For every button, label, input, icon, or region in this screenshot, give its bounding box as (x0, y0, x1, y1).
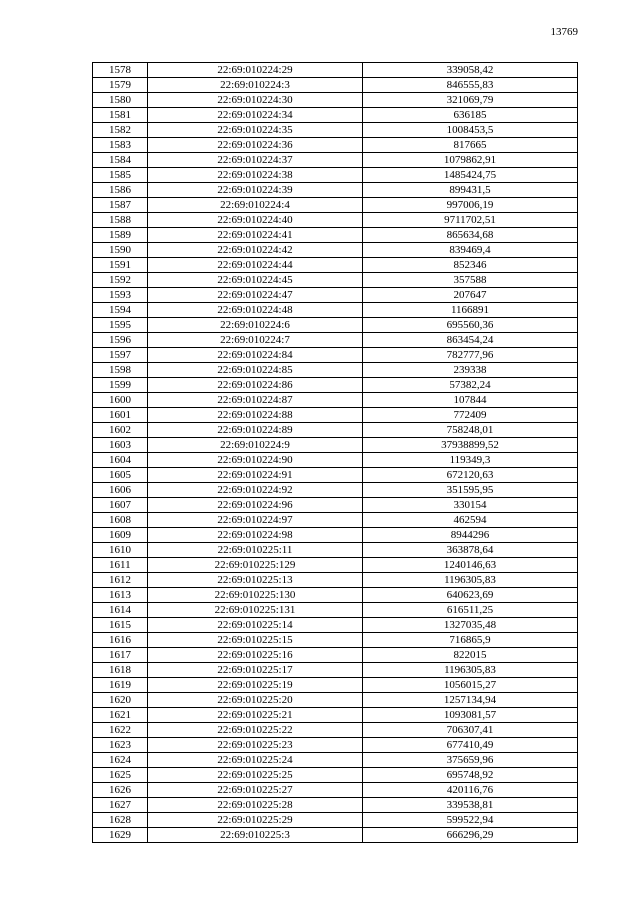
cadastral-value-cell: 758248,01 (363, 423, 578, 438)
table-row (93, 828, 578, 843)
table-row (93, 348, 578, 363)
cadastral-value-cell: 706307,41 (363, 723, 578, 738)
cadastral-value-cell: 1257134,94 (363, 693, 578, 708)
table-row (93, 528, 578, 543)
cadastral-number-cell: 22:69:010225:24 (148, 753, 363, 768)
table-row (93, 198, 578, 213)
table-row (93, 213, 578, 228)
cadastral-number-cell: 22:69:010224:39 (148, 183, 363, 198)
table-row (93, 678, 578, 693)
row-number-cell: 1594 (93, 303, 148, 318)
cadastral-value-cell: 695748,92 (363, 768, 578, 783)
cadastral-number-cell: 22:69:010224:45 (148, 273, 363, 288)
cadastral-number-cell: 22:69:010225:3 (148, 828, 363, 843)
table-row (93, 513, 578, 528)
cadastral-number-cell: 22:69:010225:11 (148, 543, 363, 558)
cadastral-number-cell: 22:69:010225:28 (148, 798, 363, 813)
cadastral-value-cell: 1327035,48 (363, 618, 578, 633)
table-row (93, 333, 578, 348)
cadastral-number-cell: 22:69:010224:89 (148, 423, 363, 438)
table-row (93, 813, 578, 828)
table-row (93, 723, 578, 738)
cadastral-value-cell: 899431,5 (363, 183, 578, 198)
cadastral-value-cell: 339538,81 (363, 798, 578, 813)
row-number-cell: 1588 (93, 213, 148, 228)
table-row (93, 408, 578, 423)
row-number-cell: 1615 (93, 618, 148, 633)
table-row (93, 183, 578, 198)
row-number-cell: 1627 (93, 798, 148, 813)
cadastral-value-cell: 107844 (363, 393, 578, 408)
cadastral-number-cell: 22:69:010225:19 (148, 678, 363, 693)
row-number-cell: 1611 (93, 558, 148, 573)
cadastral-value-cell: 1485424,75 (363, 168, 578, 183)
cadastral-value-cell: 207647 (363, 288, 578, 303)
cadastral-value-cell: 363878,64 (363, 543, 578, 558)
table-row (93, 708, 578, 723)
cadastral-value-cell: 666296,29 (363, 828, 578, 843)
cadastral-value-cell: 119349,3 (363, 453, 578, 468)
cadastral-number-cell: 22:69:010224:85 (148, 363, 363, 378)
table-row (93, 63, 578, 78)
table-row (93, 363, 578, 378)
table-row (93, 648, 578, 663)
cadastral-value-cell: 863454,24 (363, 333, 578, 348)
cadastral-value-cell: 839469,4 (363, 243, 578, 258)
row-number-cell: 1580 (93, 93, 148, 108)
cadastral-number-cell: 22:69:010224:9 (148, 438, 363, 453)
cadastral-number-cell: 22:69:010224:84 (148, 348, 363, 363)
cadastral-number-cell: 22:69:010224:29 (148, 63, 363, 78)
row-number-cell: 1593 (93, 288, 148, 303)
cadastral-value-cell: 1079862,91 (363, 153, 578, 168)
cadastral-value-cell: 1196305,83 (363, 573, 578, 588)
row-number-cell: 1624 (93, 753, 148, 768)
cadastral-value-cell: 695560,36 (363, 318, 578, 333)
cadastral-number-cell: 22:69:010224:7 (148, 333, 363, 348)
cadastral-value-cell: 640623,69 (363, 588, 578, 603)
cadastral-value-cell: 339058,42 (363, 63, 578, 78)
table-row (93, 78, 578, 93)
cadastral-number-cell: 22:69:010224:92 (148, 483, 363, 498)
cadastral-number-cell: 22:69:010224:91 (148, 468, 363, 483)
cadastral-value-cell: 1196305,83 (363, 663, 578, 678)
table-row (93, 168, 578, 183)
cadastral-number-cell: 22:69:010224:35 (148, 123, 363, 138)
row-number-cell: 1596 (93, 333, 148, 348)
row-number-cell: 1605 (93, 468, 148, 483)
row-number-cell: 1626 (93, 783, 148, 798)
row-number-cell: 1609 (93, 528, 148, 543)
row-number-cell: 1606 (93, 483, 148, 498)
cadastral-number-cell: 22:69:010224:88 (148, 408, 363, 423)
table-row (93, 303, 578, 318)
table-row (93, 423, 578, 438)
table-row (93, 93, 578, 108)
table-row (93, 783, 578, 798)
cadastral-number-cell: 22:69:010224:98 (148, 528, 363, 543)
cadastral-number-cell: 22:69:010225:23 (148, 738, 363, 753)
cadastral-number-cell: 22:69:010225:16 (148, 648, 363, 663)
table-row (93, 603, 578, 618)
row-number-cell: 1601 (93, 408, 148, 423)
row-number-cell: 1616 (93, 633, 148, 648)
cadastral-value-cell: 375659,96 (363, 753, 578, 768)
cadastral-value-cell: 852346 (363, 258, 578, 273)
table-row (93, 633, 578, 648)
table-row (93, 768, 578, 783)
row-number-cell: 1597 (93, 348, 148, 363)
table-row (93, 258, 578, 273)
row-number-cell: 1620 (93, 693, 148, 708)
row-number-cell: 1592 (93, 273, 148, 288)
cadastral-value-table (92, 62, 578, 843)
cadastral-number-cell: 22:69:010224:47 (148, 288, 363, 303)
row-number-cell: 1578 (93, 63, 148, 78)
row-number-cell: 1582 (93, 123, 148, 138)
table-row (93, 108, 578, 123)
row-number-cell: 1619 (93, 678, 148, 693)
cadastral-value-cell: 782777,96 (363, 348, 578, 363)
table-row (93, 663, 578, 678)
cadastral-number-cell: 22:69:010225:27 (148, 783, 363, 798)
row-number-cell: 1579 (93, 78, 148, 93)
cadastral-number-cell: 22:69:010224:6 (148, 318, 363, 333)
row-number-cell: 1617 (93, 648, 148, 663)
table-row (93, 573, 578, 588)
cadastral-value-cell: 321069,79 (363, 93, 578, 108)
cadastral-value-cell: 351595,95 (363, 483, 578, 498)
table-row (93, 153, 578, 168)
row-number-cell: 1602 (93, 423, 148, 438)
row-number-cell: 1585 (93, 168, 148, 183)
cadastral-value-cell: 672120,63 (363, 468, 578, 483)
row-number-cell: 1604 (93, 453, 148, 468)
cadastral-value-cell: 772409 (363, 408, 578, 423)
table-row (93, 798, 578, 813)
row-number-cell: 1623 (93, 738, 148, 753)
row-number-cell: 1610 (93, 543, 148, 558)
row-number-cell: 1612 (93, 573, 148, 588)
cadastral-number-cell: 22:69:010224:96 (148, 498, 363, 513)
table-body (93, 63, 578, 843)
cadastral-value-cell: 239338 (363, 363, 578, 378)
table-row (93, 138, 578, 153)
cadastral-number-cell: 22:69:010224:42 (148, 243, 363, 258)
cadastral-value-cell: 1166891 (363, 303, 578, 318)
cadastral-number-cell: 22:69:010224:36 (148, 138, 363, 153)
cadastral-value-cell: 1008453,5 (363, 123, 578, 138)
cadastral-value-cell: 357588 (363, 273, 578, 288)
row-number-cell: 1584 (93, 153, 148, 168)
cadastral-number-cell: 22:69:010224:44 (148, 258, 363, 273)
table-row (93, 693, 578, 708)
cadastral-number-cell: 22:69:010224:41 (148, 228, 363, 243)
row-number-cell: 1603 (93, 438, 148, 453)
table-row (93, 453, 578, 468)
cadastral-number-cell: 22:69:010225:131 (148, 603, 363, 618)
cadastral-number-cell: 22:69:010225:13 (148, 573, 363, 588)
table-row (93, 738, 578, 753)
cadastral-value-cell: 9711702,51 (363, 213, 578, 228)
row-number-cell: 1608 (93, 513, 148, 528)
cadastral-value-cell: 822015 (363, 648, 578, 663)
cadastral-number-cell: 22:69:010224:87 (148, 393, 363, 408)
cadastral-number-cell: 22:69:010225:21 (148, 708, 363, 723)
cadastral-number-cell: 22:69:010224:90 (148, 453, 363, 468)
cadastral-number-cell: 22:69:010224:97 (148, 513, 363, 528)
row-number-cell: 1607 (93, 498, 148, 513)
row-number-cell: 1598 (93, 363, 148, 378)
cadastral-value-cell: 1093081,57 (363, 708, 578, 723)
cadastral-number-cell: 22:69:010225:29 (148, 813, 363, 828)
cadastral-value-cell: 1240146,63 (363, 558, 578, 573)
cadastral-value-cell: 636185 (363, 108, 578, 123)
cadastral-number-cell: 22:69:010225:130 (148, 588, 363, 603)
row-number-cell: 1581 (93, 108, 148, 123)
table-row (93, 393, 578, 408)
cadastral-value-cell: 865634,68 (363, 228, 578, 243)
row-number-cell: 1625 (93, 768, 148, 783)
cadastral-number-cell: 22:69:010225:15 (148, 633, 363, 648)
table-row (93, 498, 578, 513)
cadastral-value-cell: 1056015,27 (363, 678, 578, 693)
table-row (93, 543, 578, 558)
table-row (93, 378, 578, 393)
cadastral-number-cell: 22:69:010225:22 (148, 723, 363, 738)
table-row (93, 468, 578, 483)
table-row (93, 588, 578, 603)
table-row (93, 558, 578, 573)
page-number: 13769 (550, 26, 578, 38)
cadastral-value-cell: 677410,49 (363, 738, 578, 753)
row-number-cell: 1586 (93, 183, 148, 198)
row-number-cell: 1622 (93, 723, 148, 738)
cadastral-value-cell: 599522,94 (363, 813, 578, 828)
cadastral-value-cell: 8944296 (363, 528, 578, 543)
row-number-cell: 1614 (93, 603, 148, 618)
table-row (93, 438, 578, 453)
cadastral-value-cell: 817665 (363, 138, 578, 153)
cadastral-number-cell: 22:69:010224:86 (148, 378, 363, 393)
table-row (93, 228, 578, 243)
cadastral-number-cell: 22:69:010224:4 (148, 198, 363, 213)
row-number-cell: 1599 (93, 378, 148, 393)
cadastral-number-cell: 22:69:010225:20 (148, 693, 363, 708)
cadastral-value-cell: 716865,9 (363, 633, 578, 648)
row-number-cell: 1621 (93, 708, 148, 723)
table-row (93, 618, 578, 633)
cadastral-value-cell: 57382,24 (363, 378, 578, 393)
row-number-cell: 1595 (93, 318, 148, 333)
table-row (93, 753, 578, 768)
cadastral-value-cell: 37938899,52 (363, 438, 578, 453)
cadastral-value-cell: 997006,19 (363, 198, 578, 213)
table-row (93, 243, 578, 258)
cadastral-number-cell: 22:69:010224:30 (148, 93, 363, 108)
row-number-cell: 1618 (93, 663, 148, 678)
cadastral-value-cell: 462594 (363, 513, 578, 528)
cadastral-number-cell: 22:69:010225:25 (148, 768, 363, 783)
cadastral-number-cell: 22:69:010225:14 (148, 618, 363, 633)
row-number-cell: 1583 (93, 138, 148, 153)
row-number-cell: 1590 (93, 243, 148, 258)
row-number-cell: 1587 (93, 198, 148, 213)
table-row (93, 123, 578, 138)
cadastral-number-cell: 22:69:010224:3 (148, 78, 363, 93)
cadastral-number-cell: 22:69:010224:34 (148, 108, 363, 123)
cadastral-number-cell: 22:69:010225:129 (148, 558, 363, 573)
row-number-cell: 1628 (93, 813, 148, 828)
row-number-cell: 1629 (93, 828, 148, 843)
cadastral-number-cell: 22:69:010225:17 (148, 663, 363, 678)
table-row (93, 288, 578, 303)
table-row (93, 273, 578, 288)
cadastral-value-cell: 330154 (363, 498, 578, 513)
row-number-cell: 1589 (93, 228, 148, 243)
cadastral-number-cell: 22:69:010224:48 (148, 303, 363, 318)
row-number-cell: 1600 (93, 393, 148, 408)
row-number-cell: 1591 (93, 258, 148, 273)
cadastral-value-cell: 846555,83 (363, 78, 578, 93)
cadastral-value-cell: 616511,25 (363, 603, 578, 618)
cadastral-value-cell: 420116,76 (363, 783, 578, 798)
cadastral-number-cell: 22:69:010224:38 (148, 168, 363, 183)
cadastral-number-cell: 22:69:010224:37 (148, 153, 363, 168)
table-row (93, 318, 578, 333)
table-row (93, 483, 578, 498)
cadastral-number-cell: 22:69:010224:40 (148, 213, 363, 228)
row-number-cell: 1613 (93, 588, 148, 603)
